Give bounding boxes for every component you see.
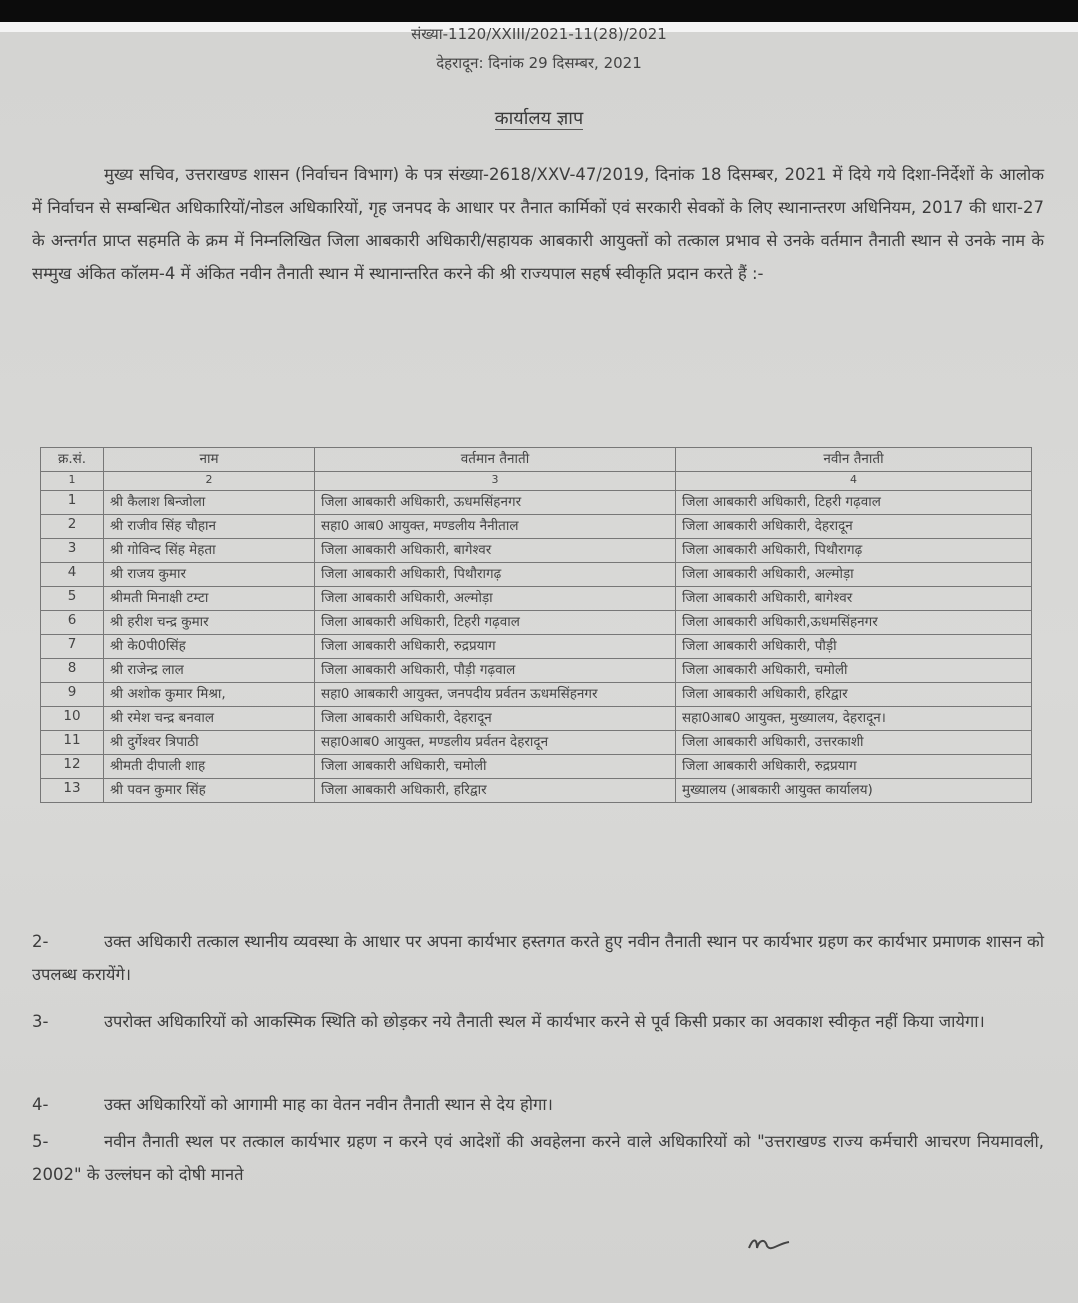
paragraph-text: नवीन तैनाती स्थल पर तत्काल कार्यभार ग्रहण न करने एवं आदेशों की अवहेलना करने वाले अधिकारियों को "उत्तराखण्ड राज्य कर्मचारी आचरण नियमावली, 2002" के उल्लंघन को दोषी मानते — [32, 1132, 1044, 1184]
cell-name: श्री राजीव सिंह चौहान — [104, 515, 315, 539]
cell-new-posting: जिला आबकारी अधिकारी, देहरादून — [676, 515, 1032, 539]
cell-name: श्री कैलाश बिन्जोला — [104, 491, 315, 515]
cell-current-posting: सहा0आब0 आयुक्त, मण्डलीय प्रर्वतन देहरादून — [315, 731, 676, 755]
column-number: 1 — [41, 472, 104, 491]
table-row — [41, 683, 1032, 707]
cell-name: श्री के0पी0सिंह — [104, 635, 315, 659]
cell-name: श्री रमेश चन्द्र बनवाल — [104, 707, 315, 731]
table-row — [41, 755, 1032, 779]
cell-current-posting: जिला आबकारी अधिकारी, ऊधमसिंहनगर — [315, 491, 676, 515]
cell-new-posting: जिला आबकारी अधिकारी, उत्तरकाशी — [676, 731, 1032, 755]
document-title: कार्यालय ज्ञाप — [494, 108, 584, 129]
cell-name: श्रीमती मिनाक्षी टम्टा — [104, 587, 315, 611]
column-number: 3 — [315, 472, 676, 491]
cell-name: श्री राजेन्द्र लाल — [104, 659, 315, 683]
cell-name: श्रीमती दीपाली शाह — [104, 755, 315, 779]
cell-current-posting: सहा0 आबकारी आयुक्त, जनपदीय प्रर्वतन ऊधमसिंहनगर — [315, 683, 676, 707]
cell-current-posting: जिला आबकारी अधिकारी, अल्मोड़ा — [315, 587, 676, 611]
cell-serial: 5 — [41, 587, 104, 611]
paragraph-number: 5- — [32, 1132, 49, 1151]
numbered-paragraph — [32, 925, 1044, 991]
cell-serial: 1 — [41, 491, 104, 515]
table-row — [41, 515, 1032, 539]
header-serial: क्र.सं. — [41, 448, 104, 472]
table-row — [41, 611, 1032, 635]
cell-serial: 7 — [41, 635, 104, 659]
cell-current-posting: जिला आबकारी अधिकारी, देहरादून — [315, 707, 676, 731]
cell-new-posting: जिला आबकारी अधिकारी, चमोली — [676, 659, 1032, 683]
intro-paragraph: मुख्य सचिव, उत्तराखण्ड शासन (निर्वाचन विभाग) के पत्र संख्या-2618/XXV-47/2019, दिनांक 18 दिसम्बर, 2021 में दिये गये दिशा-निर्देशों के आलोक में निर्वाचन से सम्बन्धित अधिकारियों/नोडल अधिकारियों, गृह जनपद के आधार पर तैनात कार्मिकों एवं सरकारी सेवकों के लिए स्थानान्तरण अधिनियम, 2017 की धारा-27 के अन्तर्गत प्राप्त सहमति के क्रम में निम्नलिखित जिला आबकारी अधिकारी/सहायक आबकारी आयुक्तों को तत्काल प्रभाव से उनके वर्तमान तैनाती स्थान से उनके नाम के सम्मुख अंकित कॉलम-4 में अंकित नवीन तैनाती स्थान में स्थानान्तरित करने की श्री राज्यपाल सहर्ष स्वीकृति प्रदान करते हैं :- — [32, 165, 1044, 283]
cell-current-posting: जिला आबकारी अधिकारी, टिहरी गढ़वाल — [315, 611, 676, 635]
paragraph-text: उक्त अधिकारियों को आगामी माह का वेतन नवीन तैनाती स्थान से देय होगा। — [104, 1095, 553, 1114]
cell-current-posting: जिला आबकारी अधिकारी, चमोली — [315, 755, 676, 779]
cell-new-posting: जिला आबकारी अधिकारी,ऊधमसिंहनगर — [676, 611, 1032, 635]
cell-serial: 8 — [41, 659, 104, 683]
cell-new-posting: जिला आबकारी अधिकारी, रुद्रप्रयाग — [676, 755, 1032, 779]
table-row — [41, 635, 1032, 659]
numbered-paragraph — [32, 1088, 1044, 1121]
numbered-paragraph — [32, 1125, 1044, 1191]
cell-new-posting: जिला आबकारी अधिकारी, टिहरी गढ़वाल — [676, 491, 1032, 515]
column-number-row — [41, 472, 1032, 491]
cell-serial: 4 — [41, 563, 104, 587]
table-row — [41, 707, 1032, 731]
paragraph-text: उक्त अधिकारी तत्काल स्थानीय व्यवस्था के आधार पर अपना कार्यभार हस्तगत करते हुए नवीन तैनाती स्थान पर कार्यभार ग्रहण कर कार्यभार प्रमाणक शासन को उपलब्ध करायेंगे। — [32, 932, 1044, 984]
transfer-table — [40, 447, 1032, 803]
cell-name: श्री पवन कुमार सिंह — [104, 779, 315, 803]
cell-current-posting: जिला आबकारी अधिकारी, पिथौरागढ़ — [315, 563, 676, 587]
table-row — [41, 587, 1032, 611]
cell-current-posting: जिला आबकारी अधिकारी, बागेश्वर — [315, 539, 676, 563]
cell-new-posting: जिला आबकारी अधिकारी, बागेश्वर — [676, 587, 1032, 611]
cell-serial: 11 — [41, 731, 104, 755]
table-row — [41, 539, 1032, 563]
cell-new-posting: मुख्यालय (आबकारी आयुक्त कार्यालय) — [676, 779, 1032, 803]
cell-current-posting: जिला आबकारी अधिकारी, पौड़ी गढ़वाल — [315, 659, 676, 683]
cell-current-posting: जिला आबकारी अधिकारी, रुद्रप्रयाग — [315, 635, 676, 659]
cell-name: श्री राजय कुमार — [104, 563, 315, 587]
table-row — [41, 491, 1032, 515]
cell-current-posting: सहा0 आब0 आयुक्त, मण्डलीय नैनीताल — [315, 515, 676, 539]
cell-new-posting: जिला आबकारी अधिकारी, पिथौरागढ़ — [676, 539, 1032, 563]
column-number: 2 — [104, 472, 315, 491]
cell-serial: 2 — [41, 515, 104, 539]
header-new-posting: नवीन तैनाती — [676, 448, 1032, 472]
cell-serial: 6 — [41, 611, 104, 635]
cell-name: श्री हरीश चन्द्र कुमार — [104, 611, 315, 635]
column-number: 4 — [676, 472, 1032, 491]
cell-new-posting: जिला आबकारी अधिकारी, अल्मोड़ा — [676, 563, 1032, 587]
cell-serial: 10 — [41, 707, 104, 731]
cell-serial: 13 — [41, 779, 104, 803]
cell-new-posting: सहा0आब0 आयुक्त, मुख्यालय, देहरादून। — [676, 707, 1032, 731]
table-row — [41, 659, 1032, 683]
top-bar — [0, 0, 1078, 22]
cell-name: श्री दुर्गेश्वर त्रिपाठी — [104, 731, 315, 755]
header-name: नाम — [104, 448, 315, 472]
cell-serial: 12 — [41, 755, 104, 779]
signature — [745, 1230, 795, 1264]
cell-serial: 9 — [41, 683, 104, 707]
reference-number: संख्या-1120/XXIII/2021-11(28)/2021 — [411, 25, 667, 43]
cell-new-posting: जिला आबकारी अधिकारी, पौड़ी — [676, 635, 1032, 659]
cell-current-posting: जिला आबकारी अधिकारी, हरिद्वार — [315, 779, 676, 803]
table-header-row — [41, 448, 1032, 472]
cell-serial: 3 — [41, 539, 104, 563]
paragraph-text: उपरोक्त अधिकारियों को आकस्मिक स्थिति को छोड़कर नये तैनाती स्थल में कार्यभार करने से पूर्व किसी प्रकार का अवकाश स्वीकृत नहीं किया जायेगा। — [104, 1012, 985, 1031]
cell-name: श्री अशोक कुमार मिश्रा, — [104, 683, 315, 707]
place-date: देहरादून: दिनांक 29 दिसम्बर, 2021 — [436, 54, 642, 72]
paragraph-number: 4- — [32, 1095, 49, 1114]
paragraph-number: 2- — [32, 932, 49, 951]
table-row — [41, 563, 1032, 587]
numbered-paragraph — [32, 1005, 1044, 1038]
paragraph-number: 3- — [32, 1012, 49, 1031]
table-row — [41, 731, 1032, 755]
header-current-posting: वर्तमान तैनाती — [315, 448, 676, 472]
table-row — [41, 779, 1032, 803]
cell-name: श्री गोविन्द सिंह मेहता — [104, 539, 315, 563]
cell-new-posting: जिला आबकारी अधिकारी, हरिद्वार — [676, 683, 1032, 707]
